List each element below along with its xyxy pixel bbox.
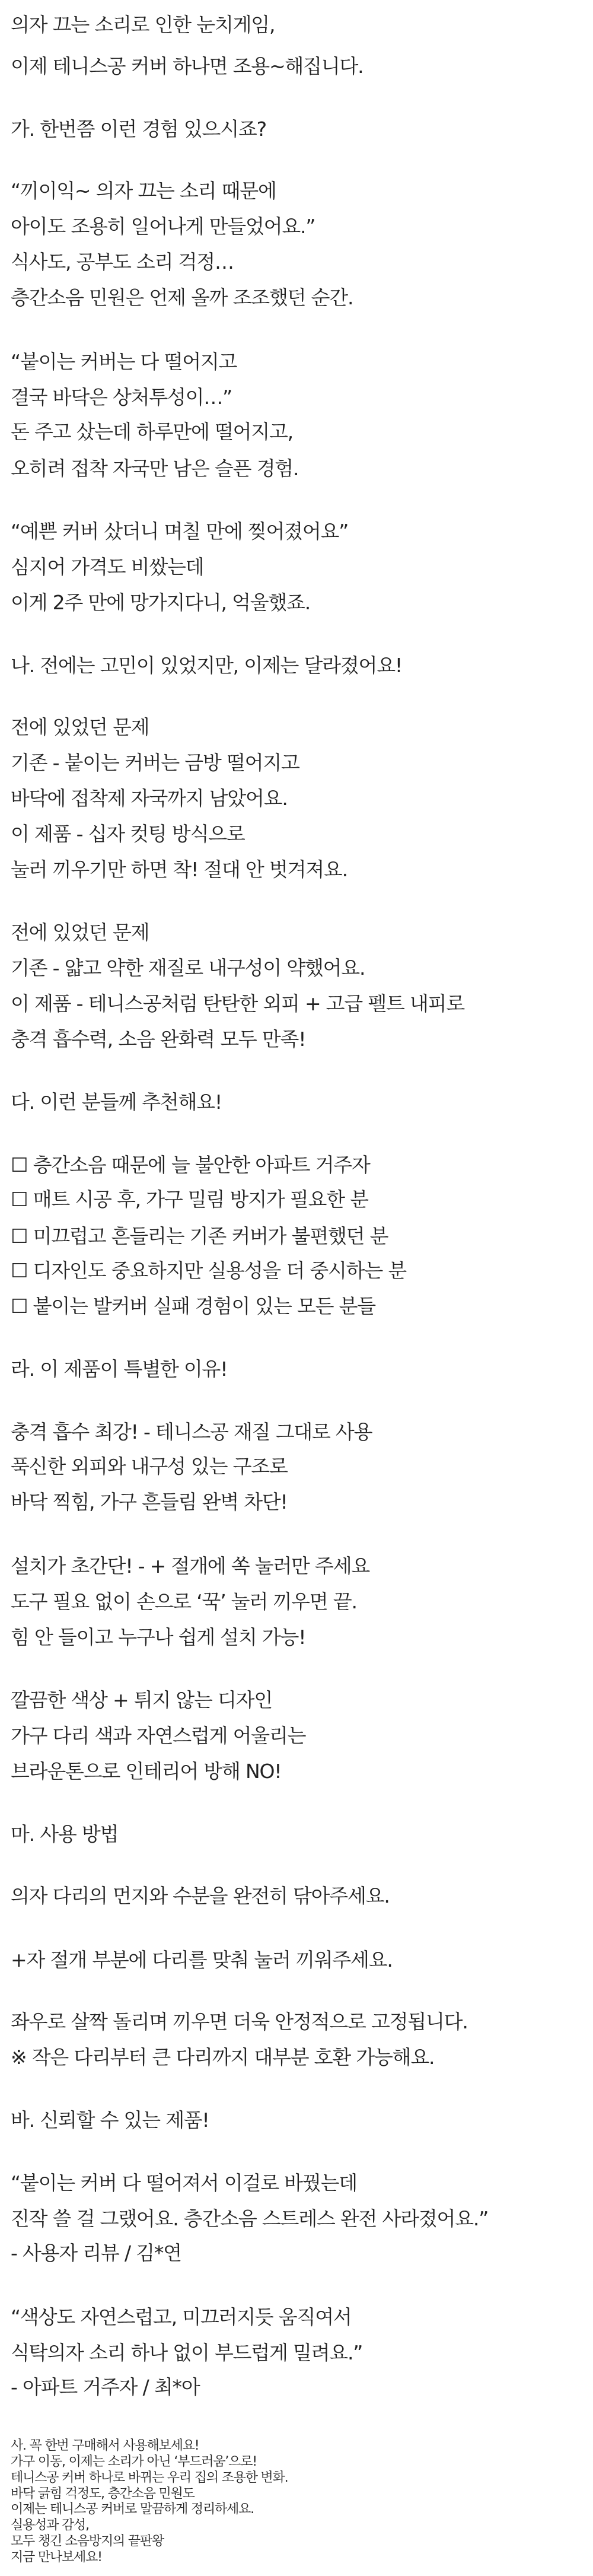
section-ma-heading: 마. 사용 방법: [11, 1823, 119, 1846]
intro-line-2: 이제 테니스공 커버 하나면 조용~해집니다.: [11, 55, 364, 78]
closing-line: 바닥 긁힘 걱정도, 층간소음 민원도: [11, 2486, 195, 2501]
story-line: 오히려 접착 자국만 남은 슬픈 경험.: [11, 457, 299, 480]
closing-line: 가구 이동, 이제는 소리가 아닌 ‘부드러움’으로!: [11, 2454, 257, 2469]
problem-line: 이 제품 - 십자 컷팅 방식으로: [11, 822, 245, 845]
story-line: “붙이는 커버는 다 떨어지고: [11, 350, 237, 373]
feature-line: 브라운톤으로 인테리어 방해 NO!: [11, 1760, 282, 1783]
review-quote: 식탁의자 소리 하나 없이 부드럽게 밀려요.”: [11, 2341, 363, 2364]
problem-line: 바닥에 접착제 자국까지 남았어요.: [11, 787, 288, 810]
recommend-item: ☐ 붙이는 발커버 실패 경험이 있는 모든 분들: [11, 1295, 375, 1318]
closing-line: 테니스공 커버 하나로 바뀌는 우리 집의 조용한 변화.: [11, 2470, 288, 2485]
feature-line: 푹신한 외피와 내구성 있는 구조로: [11, 1455, 288, 1478]
review-quote: “색상도 자연스럽고, 미끄러지듯 움직여서: [11, 2305, 352, 2329]
problem-line: 이 제품 - 테니스공처럼 탄탄한 외피 + 고급 펠트 내피로: [11, 992, 465, 1015]
section-na-heading: 나. 전에는 고민이 있었지만, 이제는 달라졌어요!: [11, 654, 402, 677]
story-line: “예쁜 커버 샀더니 며칠 만에 찢어졌어요”: [11, 520, 349, 543]
section-ba-heading: 바. 신뢰할 수 있는 제품!: [11, 2108, 209, 2132]
section-da-heading: 다. 이런 분들께 추천해요!: [11, 1090, 222, 1114]
feature-line: 깔끔한 색상 + 튀지 않는 디자인: [11, 1688, 273, 1712]
closing-line: 이제는 테니스공 커버로 말끔하게 정리하세요.: [11, 2502, 254, 2517]
story-line: 이게 2주 만에 망가지다니, 억울했죠.: [11, 591, 311, 614]
usage-step: 좌우로 살짝 돌리며 끼우면 더욱 안정적으로 고정됩니다.: [11, 2010, 468, 2033]
problem-line: 전에 있었던 문제: [11, 715, 149, 739]
feature-line: 힘 안 들이고 누구나 쉽게 설치 가능!: [11, 1626, 306, 1649]
recommend-item: ☐ 매트 시공 후, 가구 밀림 방지가 필요한 분: [11, 1188, 368, 1211]
review-quote: “붙이는 커버 다 떨어져서 이걸로 바꿨는데: [11, 2171, 357, 2195]
story-line: 심지어 가격도 비쌌는데: [11, 555, 204, 578]
problem-line: 기존 - 얇고 약한 재질로 내구성이 약했어요.: [11, 956, 365, 979]
review-quote: 진작 쓸 걸 그랬어요. 층간소음 스트레스 완전 사라졌어요.”: [11, 2207, 489, 2230]
section-ga-heading: 가. 한번쯤 이런 경험 있으시죠?: [11, 117, 266, 141]
feature-line: 가구 다리 색과 자연스럽게 어울리는: [11, 1724, 306, 1747]
feature-line: 설치가 초간단! - + 절개에 쏙 눌러만 주세요: [11, 1554, 370, 1578]
feature-line: 도구 필요 없이 손으로 ‘꾹’ 눌러 끼우면 끝.: [11, 1590, 357, 1613]
section-ra-heading: 라. 이 제품이 특별한 이유!: [11, 1357, 228, 1381]
story-line: 결국 바닥은 상처투성이…”: [11, 386, 232, 409]
intro-line-1: 의자 끄는 소리로 인한 눈치게임,: [11, 13, 275, 36]
review-author: - 사용자 리뷰 / 김*연: [11, 2241, 181, 2265]
problem-line: 충격 흡수력, 소음 완화력 모두 만족!: [11, 1028, 306, 1051]
usage-step: 의자 다리의 먼지와 수분을 완전히 닦아주세요.: [11, 1884, 390, 1907]
review-author: - 아파트 거주자 / 최*아: [11, 2375, 200, 2399]
recommend-item: ☐ 미끄럽고 흔들리는 기존 커버가 불편했던 분: [11, 1225, 388, 1248]
closing-line: 지금 만나보세요!: [11, 2550, 102, 2565]
story-line: 식사도, 공부도 소리 걱정…: [11, 250, 234, 273]
closing-line: 실용성과 감성,: [11, 2518, 89, 2533]
usage-note: ※ 작은 다리부터 큰 다리까지 대부분 호환 가능해요.: [11, 2046, 435, 2069]
feature-line: 충격 흡수 최강! - 테니스공 재질 그대로 사용: [11, 1420, 372, 1443]
recommend-item: ☐ 층간소음 때문에 늘 불안한 아파트 거주자: [11, 1153, 370, 1176]
story-line: 층간소음 민원은 언제 올까 조조했던 순간.: [11, 286, 353, 309]
section-sa-heading: 사. 꼭 한번 구매해서 사용해보세요!: [11, 2438, 199, 2453]
usage-step: +자 절개 부분에 다리를 맞춰 눌러 끼워주세요.: [11, 1948, 393, 1971]
problem-line: 전에 있었던 문제: [11, 921, 149, 944]
story-line: 돈 주고 샀는데 하루만에 떨어지고,: [11, 420, 293, 443]
story-line: 아이도 조용히 일어나게 만들었어요.”: [11, 215, 315, 238]
problem-line: 기존 - 붙이는 커버는 금방 떨어지고: [11, 751, 299, 774]
recommend-item: ☐ 디자인도 중요하지만 실용성을 더 중시하는 분: [11, 1259, 407, 1282]
closing-line: 모두 챙긴 소음방지의 끝판왕: [11, 2534, 164, 2549]
story-line: “끼이익~ 의자 끄는 소리 때문에: [11, 179, 276, 202]
problem-line: 눌러 끼우기만 하면 착! 절대 안 벗겨져요.: [11, 858, 347, 881]
feature-line: 바닥 찍힘, 가구 흔들림 완벽 차단!: [11, 1490, 288, 1513]
